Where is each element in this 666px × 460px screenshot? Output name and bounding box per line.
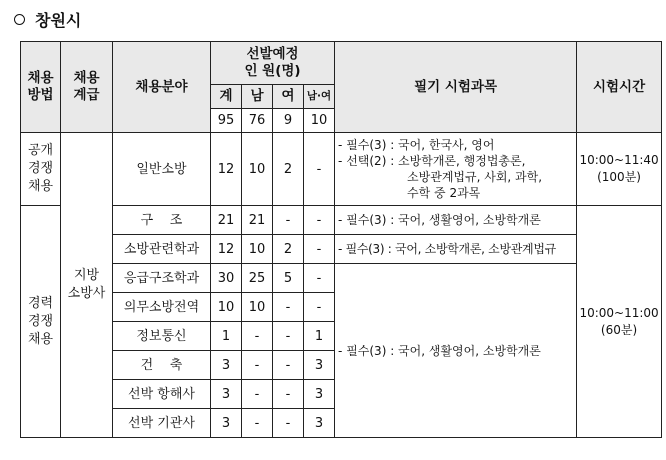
field-cell: 구 조 [113,206,211,235]
quota-both: - [304,206,335,235]
total-sum: 95 [211,109,242,133]
quota-total: 3 [211,380,242,409]
quota-total: 30 [211,264,242,293]
field-cell: 선박 항해사 [113,380,211,409]
quota-male: 10 [242,235,273,264]
time-career: 10:00~11:00 (60분) [577,206,662,438]
table-row [21,133,662,206]
header-method: 채용 방법 [21,42,61,133]
field-cell: 일반소방 [113,133,211,206]
female-sum: 9 [273,109,304,133]
header-time: 시험시간 [577,42,662,133]
quota-both: 3 [304,380,335,409]
method-open: 공개 경쟁 채용 [21,133,61,206]
quota-female: - [273,322,304,351]
quota-male: - [242,380,273,409]
quota-female: 2 [273,133,304,206]
header-field: 채용분야 [113,42,211,133]
quota-both: 1 [304,322,335,351]
subjects-fire-dept: - 필수(3) : 국어, 소방학개론, 소방관계법규 [335,235,577,264]
quota-both: - [304,293,335,322]
quota-male: - [242,322,273,351]
header-total: 계 [211,85,242,109]
table-row [21,206,662,235]
field-cell: 건 축 [113,351,211,380]
circle-bullet-icon [14,14,25,25]
header-female: 여 [273,85,304,109]
quota-female: 5 [273,264,304,293]
header-quota: 선발예정 인 원(명) [211,42,335,85]
field-cell: 정보통신 [113,322,211,351]
header-grade: 채용 계급 [61,42,113,133]
quota-total: 3 [211,409,242,438]
time-open: 10:00~11:40 (100분) [577,133,662,206]
table-row [21,264,662,293]
quota-both: - [304,264,335,293]
header-male: 남 [242,85,273,109]
subject-line: - 필수(3) : 국어, 한국사, 영어 [338,138,495,152]
quota-female: - [273,351,304,380]
field-cell: 의무소방전역 [113,293,211,322]
quota-total: 12 [211,235,242,264]
header-both: 남·여 [304,85,335,109]
quota-female: - [273,206,304,235]
method-career: 경력 경쟁 채용 [21,206,61,438]
quota-female: 2 [273,235,304,264]
subjects-rescue: - 필수(3) : 국어, 생활영어, 소방학개론 [335,206,577,235]
table-row [21,235,662,264]
both-sum: 10 [304,109,335,133]
field-cell: 소방관련학과 [113,235,211,264]
grade-cell: 지방 소방사 [61,133,113,438]
quota-total: 12 [211,133,242,206]
quota-both: 3 [304,409,335,438]
quota-female: - [273,293,304,322]
subjects-general [335,133,577,206]
quota-both: 3 [304,351,335,380]
field-cell: 응급구조학과 [113,264,211,293]
quota-total: 1 [211,322,242,351]
quota-total: 10 [211,293,242,322]
quota-both: - [304,235,335,264]
quota-total: 21 [211,206,242,235]
quota-both: - [304,133,335,206]
section-heading [14,8,81,30]
header-subjects: 필기 시험과목 [335,42,577,133]
quota-female: - [273,380,304,409]
heading-text: 창원시 [35,10,82,30]
subjects-others: - 필수(3) : 국어, 생활영어, 소방학개론 [335,264,577,438]
quota-female: - [273,409,304,438]
quota-male: 10 [242,133,273,206]
quota-male: 25 [242,264,273,293]
quota-male: 10 [242,293,273,322]
recruitment-table [20,41,662,438]
quota-male: 21 [242,206,273,235]
male-sum: 76 [242,109,273,133]
subject-line: - 선택(2) : 소방학개론, 행정법총론, [338,154,526,168]
quota-male: - [242,409,273,438]
quota-male: - [242,351,273,380]
quota-total: 3 [211,351,242,380]
subject-line: 수학 중 2과목 [407,186,481,200]
subject-line: 소방관계법규, 사회, 과학, [407,170,543,184]
field-cell: 선박 기관사 [113,409,211,438]
